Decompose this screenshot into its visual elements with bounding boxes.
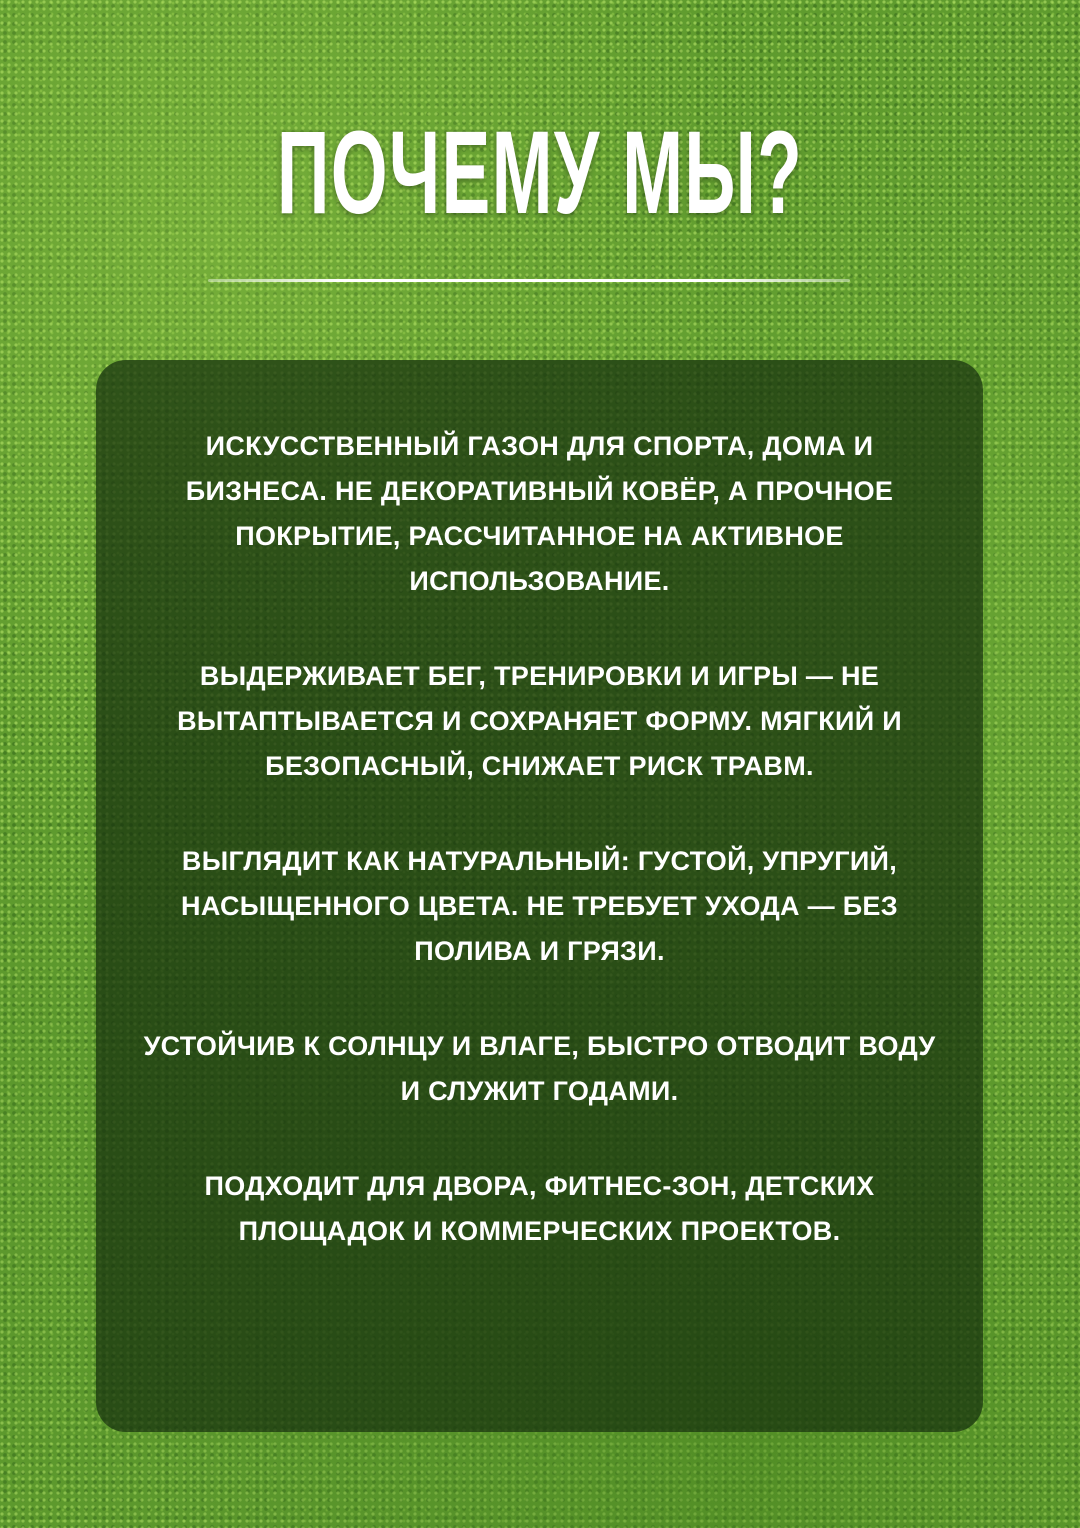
benefit-paragraph-1: ИСКУССТВЕННЫЙ ГАЗОН ДЛЯ СПОРТА, ДОМА И БИЗНЕСА. НЕ ДЕКОРАТИВНЫЙ КОВЁР, А ПРОЧНОЕ ПОКРЫТИЕ, РАССЧИТАННОЕ НА АКТИВНОЕ ИСПОЛЬЗОВАНИЕ. bbox=[185, 431, 894, 596]
benefits-card bbox=[96, 360, 983, 1432]
benefit-paragraph-3: ВЫГЛЯДИТ КАК НАТУРАЛЬНЫЙ: ГУСТОЙ, УПРУГИЙ, НАСЫЩЕННОГО ЦВЕТА. НЕ ТРЕБУЕТ УХОДА — БЕЗ ПОЛИВА И ГРЯЗИ. bbox=[181, 846, 898, 966]
benefit-paragraph-2: ВЫДЕРЖИВАЕТ БЕГ, ТРЕНИРОВКИ И ИГРЫ — НЕ ВЫТАПТЫВАЕТСЯ И СОХРАНЯЕТ ФОРМУ. МЯГКИЙ И БЕЗОПАСНЫЙ, СНИЖАЕТ РИСК ТРАВМ. bbox=[177, 661, 902, 781]
title-divider bbox=[208, 279, 850, 282]
benefit-paragraph-4: УСТОЙЧИВ К СОЛНЦУ И ВЛАГЕ, БЫСТРО ОТВОДИТ ВОДУ И СЛУЖИТ ГОДАМИ. bbox=[143, 1031, 936, 1106]
page-title: ПОЧЕМУ МЫ? bbox=[276, 107, 804, 239]
benefit-paragraph-5: ПОДХОДИТ ДЛЯ ДВОРА, ФИТНЕС-ЗОН, ДЕТСКИХ ПЛОЩАДОК И КОММЕРЧЕСКИХ ПРОЕКТОВ. bbox=[204, 1171, 875, 1246]
